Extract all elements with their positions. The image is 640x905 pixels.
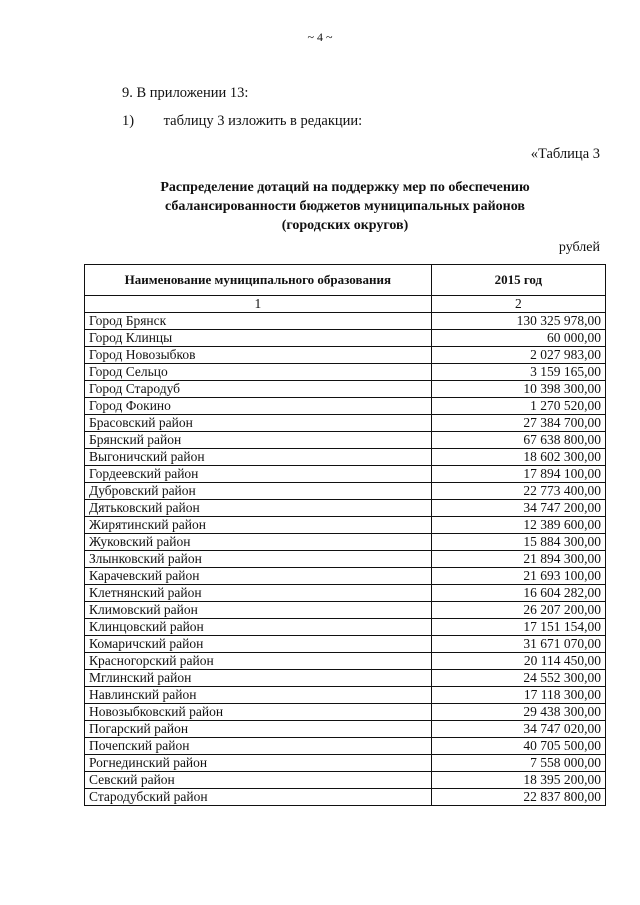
- table-caption: «Таблица 3: [530, 146, 600, 162]
- table-row: [85, 364, 606, 381]
- subsidy-table: [84, 264, 606, 806]
- municipality-name: Город Сельцо: [85, 364, 432, 381]
- municipality-name: Комаричский район: [85, 636, 432, 653]
- table-row: [85, 789, 606, 806]
- municipality-name: Клетнянский район: [85, 585, 432, 602]
- municipality-name: Севский район: [85, 772, 432, 789]
- municipality-name: Клинцовский район: [85, 619, 432, 636]
- municipality-name: Климовский район: [85, 602, 432, 619]
- subsidy-amount: 24 552 300,00: [431, 670, 605, 687]
- subsidy-amount: 34 747 020,00: [431, 721, 605, 738]
- subsidy-amount: 130 325 978,00: [431, 313, 605, 330]
- subsidy-amount: 60 000,00: [431, 330, 605, 347]
- subsidy-amount: 12 389 600,00: [431, 517, 605, 534]
- table-title-line-2: сбалансированности бюджетов муниципальных районов: [165, 199, 525, 214]
- column-number-1: 1: [85, 296, 432, 313]
- municipality-name: Новозыбковский район: [85, 704, 432, 721]
- subsidy-amount: 29 438 300,00: [431, 704, 605, 721]
- table-row: [85, 738, 606, 755]
- table-row: [85, 500, 606, 517]
- municipality-name: Навлинский район: [85, 687, 432, 704]
- table-row: [85, 670, 606, 687]
- units-label: рублей: [558, 240, 600, 255]
- header-year: 2015 год: [431, 265, 605, 296]
- municipality-name: Город Новозыбков: [85, 347, 432, 364]
- subsidy-amount: 34 747 200,00: [431, 500, 605, 517]
- table-row: [85, 653, 606, 670]
- subsidy-amount: 20 114 450,00: [431, 653, 605, 670]
- municipality-name: Погарский район: [85, 721, 432, 738]
- municipality-name: Жирятинский район: [85, 517, 432, 534]
- municipality-name: Гордеевский район: [85, 466, 432, 483]
- municipality-name: Дятьковский район: [85, 500, 432, 517]
- municipality-name: Выгоничский район: [85, 449, 432, 466]
- table-title: [90, 178, 600, 235]
- subsidy-amount: 3 159 165,00: [431, 364, 605, 381]
- header-municipality: Наименование муниципального образования: [85, 265, 432, 296]
- table-row: [85, 602, 606, 619]
- table-row: [85, 534, 606, 551]
- subsidy-amount: 15 884 300,00: [431, 534, 605, 551]
- column-number-2: 2: [431, 296, 605, 313]
- table-row: [85, 772, 606, 789]
- subsidy-amount: 27 384 700,00: [431, 415, 605, 432]
- table-row: [85, 704, 606, 721]
- subsidy-amount: 17 894 100,00: [431, 466, 605, 483]
- table-row: [85, 381, 606, 398]
- subsidy-amount: 22 837 800,00: [431, 789, 605, 806]
- subsidy-amount: 18 602 300,00: [431, 449, 605, 466]
- municipality-name: Красногорский район: [85, 653, 432, 670]
- table-row: [85, 449, 606, 466]
- table-row: [85, 755, 606, 772]
- subsidy-amount: 31 671 070,00: [431, 636, 605, 653]
- table-row: [85, 466, 606, 483]
- municipality-name: Город Стародуб: [85, 381, 432, 398]
- subsidy-amount: 1 270 520,00: [431, 398, 605, 415]
- subsidy-amount: 18 395 200,00: [431, 772, 605, 789]
- table-row: [85, 636, 606, 653]
- municipality-name: Мглинский район: [85, 670, 432, 687]
- subsidy-amount: 26 207 200,00: [431, 602, 605, 619]
- subsidy-amount: 21 693 100,00: [431, 568, 605, 585]
- paragraph-1-text: таблицу 3 изложить в редакции:: [163, 113, 363, 129]
- table-row: [85, 619, 606, 636]
- table-row: [85, 398, 606, 415]
- table-title-line-3: (городских округов): [281, 218, 409, 233]
- municipality-name: Почепский район: [85, 738, 432, 755]
- table-row: [85, 551, 606, 568]
- table-row: [85, 585, 606, 602]
- municipality-name: Злынковский район: [85, 551, 432, 568]
- table-row: [85, 313, 606, 330]
- paragraph-9: 9. В приложении 13:: [122, 85, 249, 101]
- municipality-name: Стародубский район: [85, 789, 432, 806]
- subsidy-amount: 40 705 500,00: [431, 738, 605, 755]
- subsidy-amount: 16 604 282,00: [431, 585, 605, 602]
- municipality-name: Город Фокино: [85, 398, 432, 415]
- subsidy-amount: 2 027 983,00: [431, 347, 605, 364]
- paragraph-1: [122, 113, 362, 130]
- column-number-row: [85, 296, 606, 313]
- subsidy-amount: 21 894 300,00: [431, 551, 605, 568]
- subsidy-amount: 17 118 300,00: [431, 687, 605, 704]
- table-row: [85, 721, 606, 738]
- page-number: ~ 4 ~: [307, 30, 333, 44]
- municipality-name: Брянский район: [85, 432, 432, 449]
- table-row: [85, 415, 606, 432]
- municipality-name: Жуковский район: [85, 534, 432, 551]
- subsidy-amount: 7 558 000,00: [431, 755, 605, 772]
- table-row: [85, 483, 606, 500]
- paragraph-1-number: 1): [122, 113, 135, 129]
- municipality-name: Брасовский район: [85, 415, 432, 432]
- municipality-name: Город Брянск: [85, 313, 432, 330]
- table-row: [85, 330, 606, 347]
- municipality-name: Город Клинцы: [85, 330, 432, 347]
- table-row: [85, 432, 606, 449]
- table-title-line-1: Распределение дотаций на поддержку мер по обеспечению: [160, 180, 530, 195]
- municipality-name: Карачевский район: [85, 568, 432, 585]
- municipality-name: Рогнединский район: [85, 755, 432, 772]
- subsidy-amount: 22 773 400,00: [431, 483, 605, 500]
- subsidy-amount: 17 151 154,00: [431, 619, 605, 636]
- subsidy-amount: 67 638 800,00: [431, 432, 605, 449]
- table-row: [85, 347, 606, 364]
- table-row: [85, 568, 606, 585]
- subsidy-amount: 10 398 300,00: [431, 381, 605, 398]
- table-header-row: [85, 265, 606, 296]
- table-row: [85, 687, 606, 704]
- municipality-name: Дубровский район: [85, 483, 432, 500]
- table-row: [85, 517, 606, 534]
